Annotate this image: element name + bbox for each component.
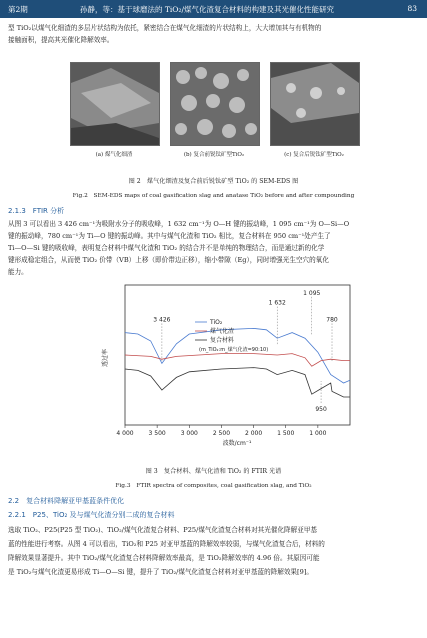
ftir-chart (95, 280, 365, 450)
series-line-1 (125, 354, 350, 367)
issue-label: 第2期 (8, 5, 28, 14)
s221-line-4: 是 TiO₂与煤气化渣更易形成 Ti—O—Si 键，提升了 TiO₂/煤气化渣复合材料对亚甲基蓝的降解效果[9]。 (8, 568, 313, 576)
running-title: 孙静，等：基于球磨法的 TiO₂/煤气化渣复合材料的构建及其光催化性能研究 (80, 5, 334, 14)
s213-line-3: Ti—O—Si 键的吸收峰，表明复合材料中煤气化渣和 TiO₂ 的结合并不是单纯的物理结合，而是通过新的化学 (8, 244, 325, 252)
intro-line-1: 型 TiO₂以煤气化细渣的多层片状结构为依托，紧密结合在煤气化细渣的片状结构上，大大增加其与有机物的 (8, 24, 322, 32)
x-tick-label: 1 000 (309, 430, 327, 437)
legend-ratio: (m_TiO₂:m_煤气化渣=90:10) (199, 347, 269, 353)
fig3-title-cn: 图 3 复合材料、煤气化渣和 TiO₂ 的 FTIR 光谱 (145, 468, 282, 475)
peak-label-4: 950 (315, 406, 327, 413)
s213-line-2: 键的振动峰，780 cm⁻¹为 Ti—O 键的振动峰。其中与煤气化渣和 TiO₂ 相比，复合材料在 950 cm⁻¹处产生了 (8, 232, 331, 240)
x-tick-label: 4 000 (116, 430, 134, 437)
legend-tio2: TiO₂ (210, 319, 223, 326)
page-header (0, 0, 427, 18)
x-axis-label: 波数/cm⁻¹ (222, 440, 252, 447)
x-tick-label: 3 000 (180, 430, 198, 437)
legend (195, 319, 268, 353)
caption-a: (a) 煤气化细渣 (95, 152, 133, 158)
sem-image-slag (70, 62, 160, 146)
s221-line-1: 选取 TiO₂、P25(P25 型 TiO₂)、TiO₂/煤气化渣复合材料、P25/煤气化渣复合材料对其光催化降解亚甲基 (8, 526, 318, 534)
peak-label-2: 1 095 (303, 289, 321, 297)
section-2-1-3-heading: 2.1.3 FTIR 分析 (8, 207, 65, 215)
x-tick-label: 3 500 (148, 430, 166, 437)
peak-label-3: 780 (326, 316, 338, 324)
fig2-title-en: Fig.2 SEM-EDS maps of coal gasification slag and anatase TiO₂ before and after compounding (72, 193, 355, 199)
fig2-title-cn: 图 2 煤气化细渣及复合前后锐钛矿型 TiO₂ 的 SEM-EDS 图 (128, 178, 299, 185)
peak-label-0: 3 426 (153, 316, 171, 324)
series-line-0 (125, 328, 350, 383)
legend-composite: 复合材料 (210, 337, 235, 344)
sem-image-tio2-after (270, 62, 360, 146)
legend-slag: 煤气化渣 (210, 328, 235, 335)
sem-image-tio2-before (170, 62, 260, 146)
s213-line-4: 键形成稳定组合，从而使 TiO₂ 价带（VB）上移（即价带边正移），缩小带隙（Eg），同时增强光生空穴的氧化 (8, 256, 329, 264)
s221-line-2: 蓝的性能进行考察。从图 4 可以看出，TiO₂和 P25 对亚甲基蓝的降解效率较弱，与煤气化渣复合后，材料的 (8, 540, 325, 548)
s221-line-3: 降解效果显著提升。其中 TiO₂/煤气化渣复合材料降解效率最高，是 TiO₂降解效率的 4.96 倍。其原因可能 (8, 554, 320, 562)
section-2-2-1-heading: 2.2.1 P25、TiO₂ 及与煤气化渣分别二成的复合材料 (8, 511, 175, 519)
x-tick-label: 2 000 (244, 430, 263, 437)
intro-line-2: 接触面积，提高其光催化降解效率。 (8, 36, 114, 44)
caption-c: (c) 复合后锐钛矿型TiO₂ (284, 152, 344, 158)
section-2-2-heading: 2.2 复合材料降解亚甲基蓝条件优化 (8, 497, 125, 505)
s213-line-1: 从图 3 可以看出 3 426 cm⁻¹为吸附水分子的吸收峰，1 632 cm⁻¹为 O—H 键的振动峰，1 095 cm⁻¹为 O—Si—O (8, 220, 350, 228)
x-tick-label: 2 500 (212, 430, 231, 437)
series-line-2 (125, 368, 350, 397)
y-axis-label: 透过率 (102, 348, 109, 368)
fig3-title-en: Fig.3 FTIR spectra of composites, coal gasification slag, and TiO₂ (115, 483, 312, 489)
s213-line-5: 能力。 (8, 268, 28, 276)
figure-2 (70, 62, 360, 162)
caption-b: (b) 复合前锐钛矿型TiO₂ (183, 152, 245, 158)
page-number: 83 (407, 4, 417, 13)
peak-label-1: 1 632 (268, 299, 286, 307)
x-tick-label: 1 500 (277, 430, 295, 437)
plot-frame (125, 285, 350, 425)
